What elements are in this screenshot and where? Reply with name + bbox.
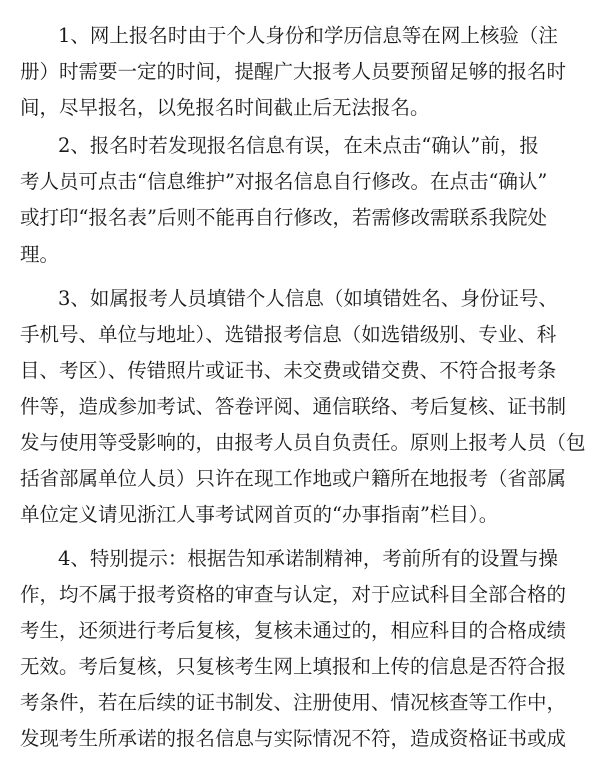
paragraph-4-line-4: 无效。考后复核，只复核考生网上填报和上传的信息是否符合报	[20, 655, 567, 678]
paragraph-1-line-3: 间，尽早报名，以免报名时间截止后无法报名。	[20, 96, 430, 119]
paragraph-3-line-6: 括省部属单位人员）只许在现工作地或户籍所在地报考（省部属	[20, 467, 567, 490]
paragraph-2-line-1: 2、报名时若发现报名信息有误，在未点击“确认”前，报	[58, 134, 539, 157]
paragraph-2-line-4: 理。	[20, 243, 60, 266]
paragraph-1-line-2: 册）时需要一定的时间，提醒广大报考人员要预留足够的报名时	[20, 60, 567, 83]
paragraph-4-line-5: 考条件，若在后续的证书制发、注册使用、情况核查等工作中，	[20, 691, 567, 714]
paragraph-3-line-4: 件等，造成参加考试、答卷评阅、通信联络、考后复核、证书制	[20, 395, 567, 418]
paragraph-3-line-5: 发与使用等受影响的，由报考人员自负责任。原则上报考人员（包	[20, 431, 586, 454]
paragraph-4-line-6: 发现考生所承诺的报名信息与实际情况不符，造成资格证书或成	[20, 727, 567, 750]
paragraph-3-line-1: 3、如属报考人员填错个人信息（如填错姓名、身份证号、	[58, 287, 558, 310]
paragraph-4-line-2: 作，均不属于报考资格的审查与认定，对于应试科目全部合格的	[20, 583, 567, 606]
paragraph-1-line-1: 1、网上报名时由于个人身份和学历信息等在网上核验（注	[58, 24, 558, 47]
paragraph-3-line-7: 单位定义请见浙江人事考试网首页的“办事指南”栏目）。	[20, 503, 499, 526]
paragraph-2-line-3: 或打印“报名表”后则不能再自行修改，若需修改需联系我院处	[20, 206, 547, 229]
paragraph-4-line-1: 4、特别提示：根据告知承诺制精神，考前所有的设置与操	[58, 547, 558, 570]
paragraph-2-line-2: 考人员可点击“信息维护”对报名信息自行修改。在点击“确认”	[20, 170, 548, 193]
paragraph-3-line-2: 手机号、单位与地址）、选错报考信息（如选错级别、专业、科	[20, 323, 557, 346]
paragraph-4-line-3: 考生，还须进行考后复核，复核未通过的，相应科目的合格成绩	[20, 619, 567, 642]
paragraph-3-line-3: 目、考区）、传错照片或证书、未交费或错交费、不符合报考条	[20, 359, 557, 382]
